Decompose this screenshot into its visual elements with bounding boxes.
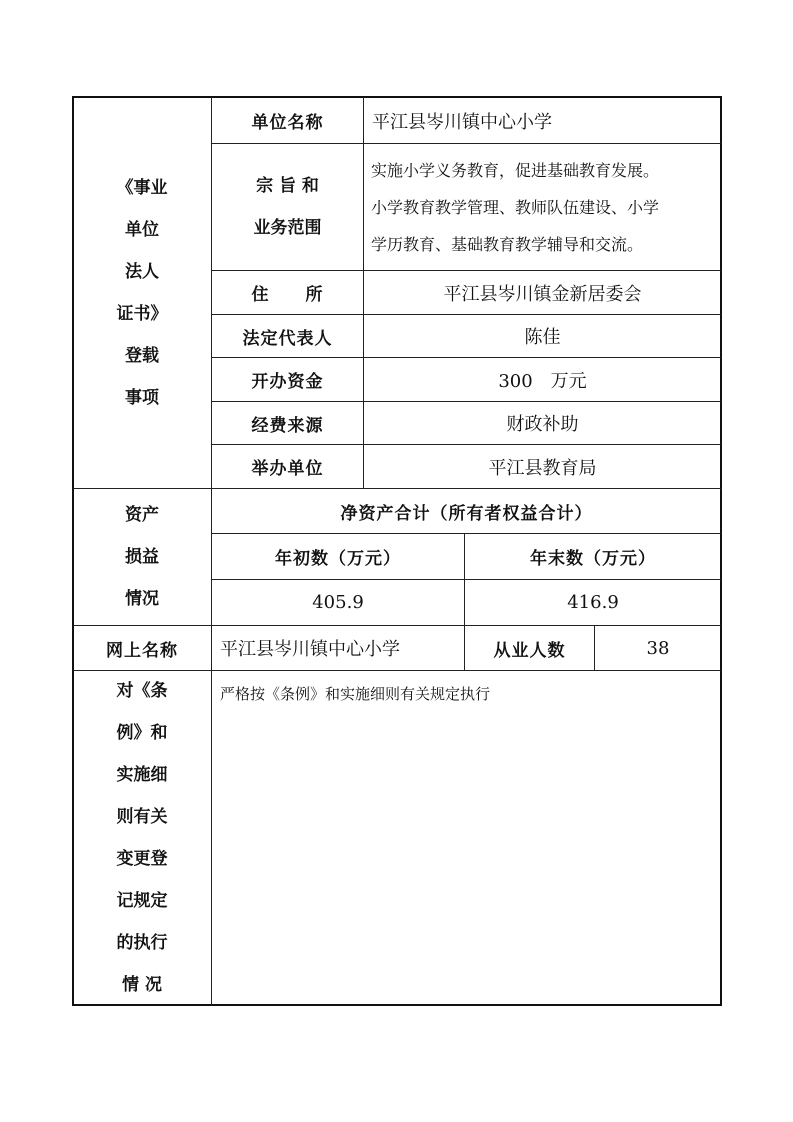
purpose-label-line: 业务范围 — [253, 218, 322, 238]
staff-count-value: 38 — [646, 637, 670, 659]
assets-section-label — [73, 489, 211, 625]
section-label-line: 《事业 — [116, 178, 168, 198]
section-label-line: 事项 — [125, 388, 159, 408]
assets-label-line: 情况 — [125, 589, 159, 609]
end-amount-label: 年末数（万元） — [530, 549, 656, 569]
compliance-label-line: 的执行 — [116, 933, 168, 953]
assets-label-line: 损益 — [125, 547, 159, 567]
sponsor-label: 举办单位 — [251, 459, 324, 479]
staff-count-label: 从业人数 — [493, 640, 566, 661]
net-assets-header: 净资产合计（所有者权益合计） — [340, 503, 593, 524]
begin-amount-label: 年初数（万元） — [275, 549, 401, 569]
compliance-value: 严格按《条例》和实施细则有关规定执行 — [220, 685, 491, 703]
purpose-label-line: 宗 旨 和 — [256, 176, 319, 196]
compliance-section-label — [73, 671, 211, 1005]
certificate-section-label — [73, 168, 211, 418]
address-value: 平江县岑川镇金新居委会 — [443, 283, 642, 305]
funding-label: 经费来源 — [251, 415, 324, 436]
unit-name-value: 平江县岑川镇中心小学 — [372, 111, 552, 133]
legal-rep-value: 陈佳 — [524, 327, 561, 348]
funding-value: 财政补助 — [506, 414, 579, 435]
legal-rep-label: 法定代表人 — [242, 328, 333, 349]
assets-label-line: 资产 — [125, 505, 159, 525]
purpose-value — [371, 152, 719, 263]
purpose-label — [212, 144, 363, 270]
capital-value: 300 万元 — [498, 370, 587, 392]
compliance-label-line: 则有关 — [116, 807, 168, 827]
compliance-label-line: 实施细 — [116, 765, 168, 785]
compliance-label-line: 变更登 — [116, 849, 168, 869]
begin-amount-value: 405.9 — [312, 592, 364, 613]
compliance-label-line: 对《条 — [116, 681, 168, 701]
compliance-label-line: 例》和 — [116, 723, 168, 743]
section-label-line: 法人 — [125, 262, 159, 282]
compliance-label-line: 记规定 — [116, 891, 168, 911]
address-label: 住 所 — [251, 285, 324, 305]
online-name-value: 平江县岑川镇中心小学 — [220, 639, 400, 660]
section-label-line: 登载 — [125, 346, 159, 366]
end-amount-value: 416.9 — [567, 592, 619, 613]
purpose-line: 小学教育教学管理、教师队伍建设、小学 — [371, 198, 660, 217]
purpose-line: 实施小学义务教育，促进基础教育发展。 — [371, 161, 660, 180]
unit-name-label: 单位名称 — [251, 113, 324, 133]
sponsor-value: 平江县教育局 — [488, 457, 597, 479]
capital-label: 开办资金 — [251, 372, 324, 392]
compliance-label-line: 情 况 — [122, 975, 162, 995]
section-label-line: 单位 — [125, 220, 159, 240]
section-label-line: 证书》 — [116, 304, 168, 324]
purpose-line: 学历教育、基础教育教学辅导和交流。 — [371, 235, 644, 254]
online-name-label: 网上名称 — [106, 640, 178, 661]
